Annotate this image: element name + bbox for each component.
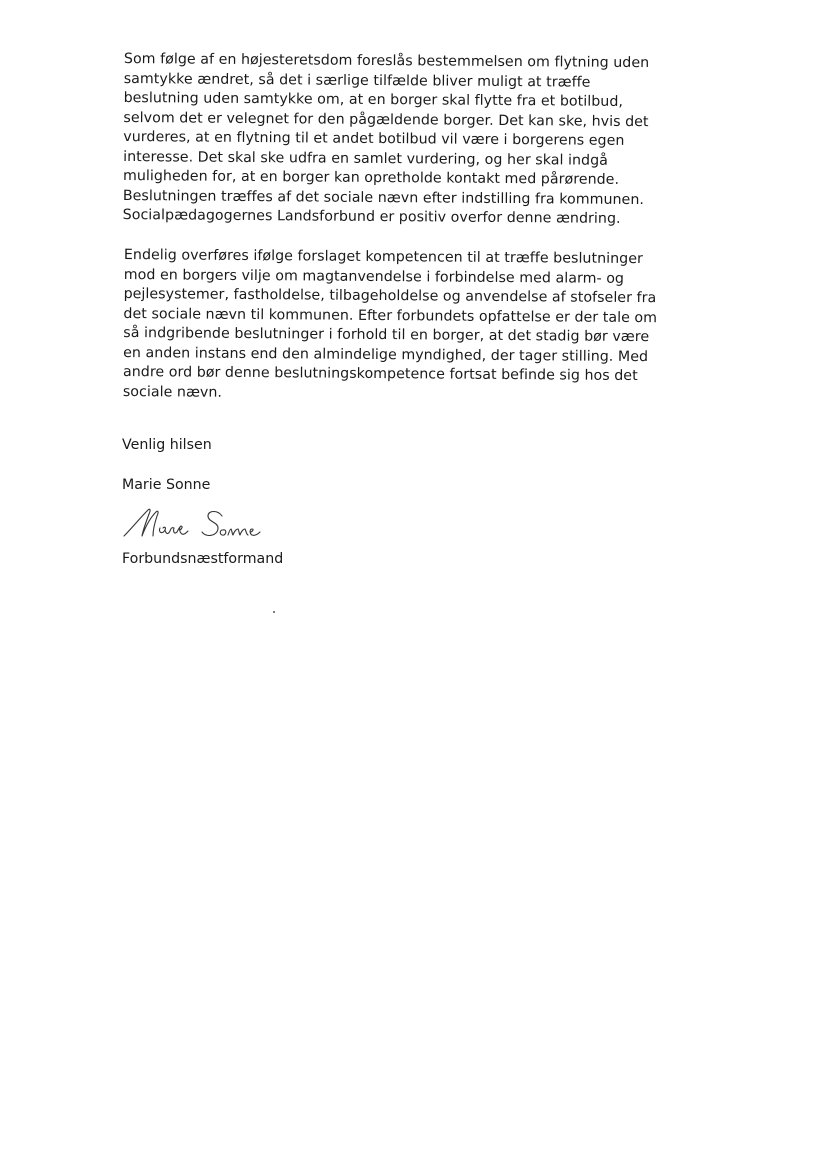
- signer-name: Marie Sonne: [122, 477, 211, 493]
- closing-greeting: Venlig hilsen: [122, 437, 212, 453]
- body-paragraph-1: Som følge af en højesteretsdom foreslås bestemmelsen om flytning uden samtykke ændret, så det i særlige tilfælde bliver muligt at træffe beslutning uden samtykke om, at en borger skal flytte fra et botilbud, selvom det er velegnet for den pågældende borger. Det kan ske, hvis det vurderes, at en flytning til et andet botilbud vil være i borgerens egen interesse. Det skal ske udfra en samlet vurdering, og her skal indgå muligheden for, at en borger kan opretholde kontakt med pårørende. Beslutningen træffes af det sociale nævn efter indstilling fra kommunen. Socialpædagogernes Landsforbund er positiv overfor denne ændring.: [122, 50, 650, 227]
- scan-speck: [273, 611, 275, 613]
- signer-title: Forbundsnæstformand: [122, 551, 284, 567]
- handwritten-signature: [118, 498, 278, 546]
- body-paragraph-2: Endelig overføres ifølge forslaget kompetencen til at træffe beslutninger mod en borgers vilje om magtanvendelse i forbindelse med alarm- og pejlesystemer, fastholdelse, tilbageholdelse og anvendelse af stofseler fra det sociale nævn til kommunen. Efter forbundets opfattelse er der tale om så indgribende beslutninger i forhold til en borger, at det stadig bør være en anden instans end den almindelige myndighed, der tager stilling. Med andre ord bør denne beslutningskompetence fortsat befinde sig hos det sociale nævn.: [122, 246, 658, 401]
